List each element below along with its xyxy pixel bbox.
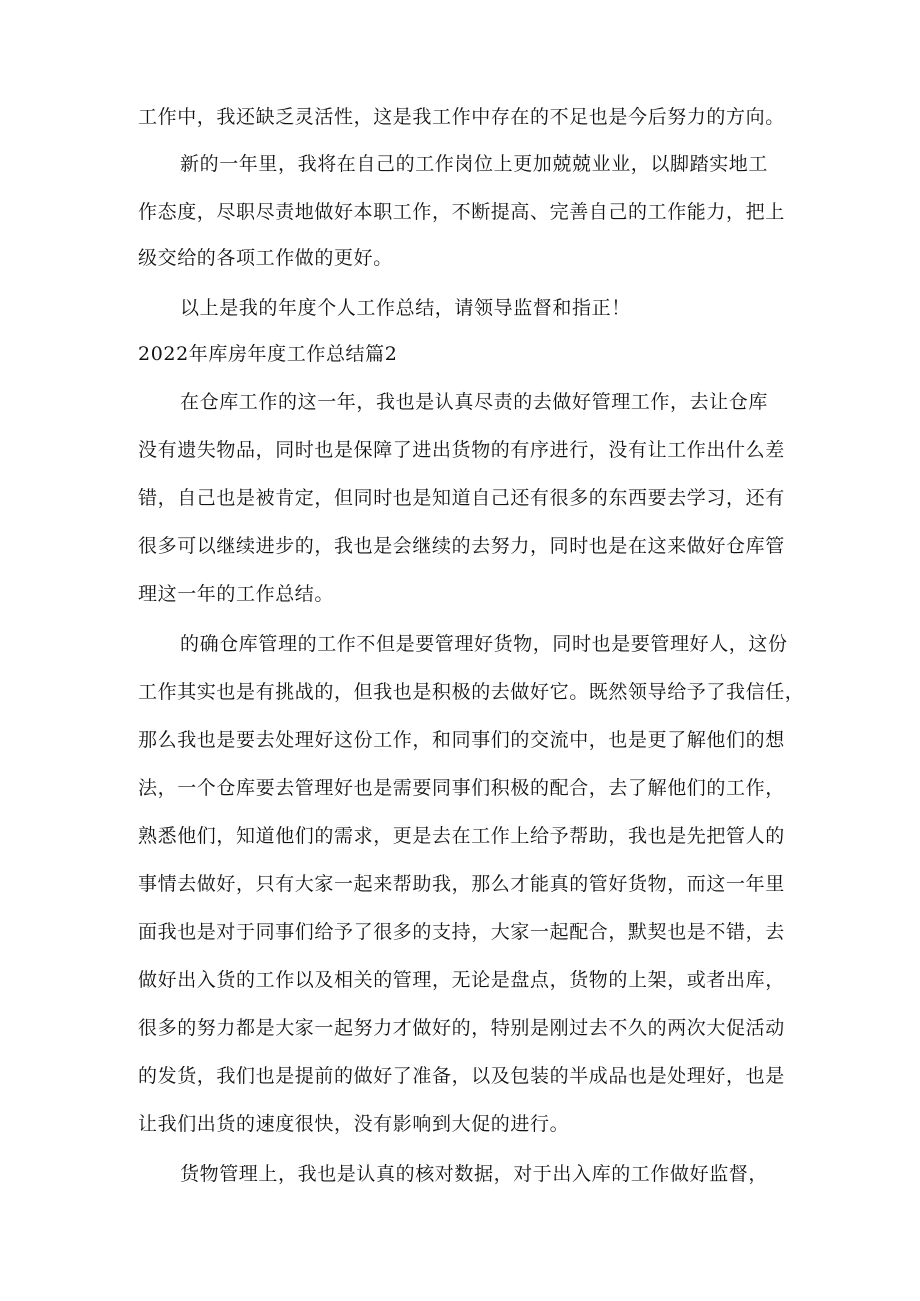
text-line: 工作中，我还缺乏灵活性，这是我工作中存在的不足也是今后努力的方向。 — [138, 106, 785, 128]
text-line: 做好出入货的工作以及相关的管理，无论是盘点，货物的上架，或者出库， — [138, 969, 785, 991]
text-line: 事情去做好，只有大家一起来帮助我，那么才能真的管好货物，而这一年里 — [138, 873, 785, 895]
text-line: 的发货，我们也是提前的做好了准备，以及包装的半成品也是处理好，也是 — [138, 1065, 785, 1087]
text-line: 以上是我的年度个人工作总结，请领导监督和指正！ — [180, 297, 631, 319]
text-line: 级交给的各项工作做的更好。 — [138, 247, 393, 269]
text-line: 在仓库工作的这一年，我也是认真尽责的去做好管理工作，去让仓库 — [180, 391, 769, 413]
text-line: 新的一年里，我将在自己的工作岗位上更加兢兢业业，以脚踏实地工 — [180, 153, 769, 175]
text-line: 那么我也是要去处理好这份工作，和同事们的交流中，也是更了解他们的想 — [138, 729, 785, 751]
text-line: 没有遗失物品，同时也是保障了进出货物的有序进行，没有让工作出什么差 — [138, 439, 785, 461]
text-line: 理这一年的工作总结。 — [138, 583, 335, 605]
section-heading: 2022年库房年度工作总结篇2 — [138, 343, 398, 365]
text-line: 工作其实也是有挑战的，但我也是积极的去做好它。既然领导给予了我信任， — [138, 681, 805, 703]
text-line: 很多可以继续进步的，我也是会继续的去努力，同时也是在这来做好仓库管 — [138, 535, 785, 557]
text-line: 熟悉他们，知道他们的需求，更是去在工作上给予帮助，我也是先把管人的 — [138, 825, 785, 847]
text-line: 作态度，尽职尽责地做好本职工作，不断提高、完善自己的工作能力，把上 — [138, 201, 785, 223]
text-line: 法，一个仓库要去管理好也是需要同事们积极的配合，去了解他们的工作， — [138, 777, 785, 799]
text-line: 货物管理上，我也是认真的核对数据，对于出入库的工作做好监督， — [180, 1163, 769, 1185]
text-line: 错，自己也是被肯定，但同时也是知道自己还有很多的东西要去学习，还有 — [138, 487, 785, 509]
text-line: 很多的努力都是大家一起努力才做好的，特别是刚过去不久的两次大促活动 — [138, 1017, 785, 1039]
text-line: 让我们出货的速度很快，没有影响到大促的进行。 — [138, 1113, 570, 1135]
text-line: 的确仓库管理的工作不但是要管理好货物，同时也是要管理好人，这份 — [180, 633, 788, 655]
text-line: 面我也是对于同事们给予了很多的支持，大家一起配合，默契也是不错，去 — [138, 921, 785, 943]
